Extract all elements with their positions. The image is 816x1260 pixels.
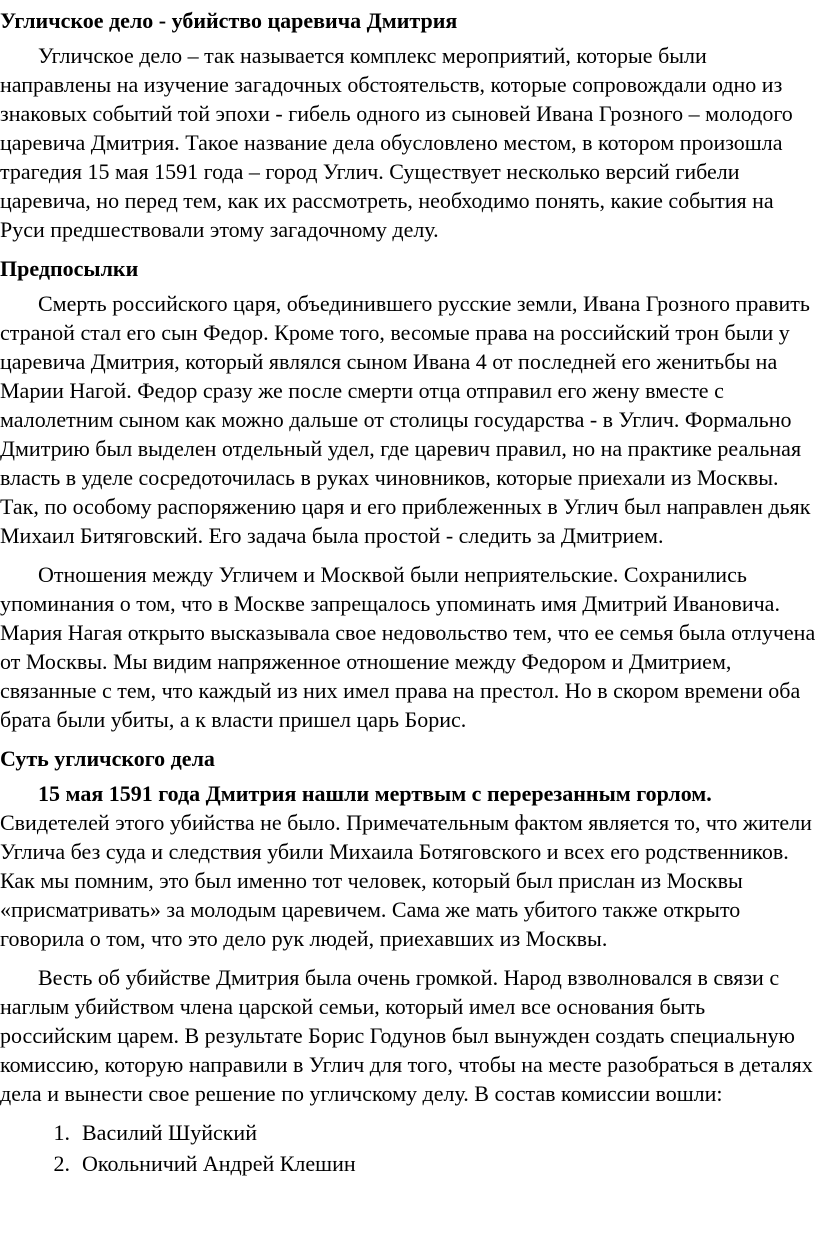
list-item xyxy=(0,1149,816,1178)
list-item-number: 2. xyxy=(53,1151,70,1176)
list-item-text: Окольничий Андрей Клешин xyxy=(82,1151,356,1176)
section-heading-essence: Суть угличского дела xyxy=(0,746,215,771)
essence-paragraph-1-rest: Свидетелей этого убийства не было. Примечательным фактом является то, что жители Углича без суда и следствия убили Михаила Ботяговского и всех его родственников. Как мы помним, это был именно тот человек, который был прислан из Москвы «присматривать» за молодым царевичем. Сама же мать убитого также открыто говорила о том, что это дело рук людей, приехавших из Москвы. xyxy=(0,810,812,951)
prerequisites-paragraph-1: Смерть российского царя, объединившего русские земли, Ивана Грозного править страной стал его сын Федор. Кроме того, весомые права на российский трон были у царевича Дмитрия, который являлся сыном Ивана 4 от последней его женитьбы на Марии Нагой. Федор сразу же после смерти отца отправил его жену вместе с малолетним сыном как можно дальше от столицы государства - в Углич. Формально Дмитрию был выделен отдельный удел, где царевич правил, но на практике реальная власть в уделе сосредоточилась в руках чиновников, которые приехали из Москвы. Так, по особому распоряжению царя и его приблеженных в Углич был направлен дьяк Михаил Битяговский. Его задача была простой - следить за Дмитрием. xyxy=(0,291,811,548)
section-heading-prerequisites: Предпосылки xyxy=(0,256,139,281)
essence-paragraph-1 xyxy=(0,779,816,953)
document-title: Угличское дело - убийство царевича Дмитрия xyxy=(0,8,458,33)
intro-paragraph: Угличское дело – так называется комплекс мероприятий, которые были направлены на изучение загадочных обстоятельств, которые сопровождали одно из знаковых событий той эпохи - гибель одного из сыновей Ивана Грозного – молодого царевича Дмитрия. Такое название дела обусловлено местом, в котором произошла трагедия 15 мая 1591 года – город Углич. Существует несколько версий гибели царевича, но перед тем, как их рассмотреть, необходимо понять, какие события на Руси предшествовали этому загадочному делу. xyxy=(0,43,793,242)
list-item-text: Василий Шуйский xyxy=(82,1120,257,1145)
essence-lead-sentence: 15 мая 1591 года Дмитрия нашли мертвым с перерезанным горлом. xyxy=(38,781,712,806)
list-item-number: 1. xyxy=(53,1120,70,1145)
prerequisites-paragraph-2: Отношения между Угличем и Москвой были неприятельские. Сохранились упоминания о том, что в Москве запрещалось упоминать имя Дмитрий Ивановича. Мария Нагая открыто высказывала свое недовольство тем, что ее семья была отлучена от Москвы. Мы видим напряженное отношение между Федором и Дмитрием, связанные с тем, что каждый из них имел права на престол. Но в скором времени оба брата были убиты, а к власти пришел царь Борис. xyxy=(0,562,816,732)
commission-members-list xyxy=(0,1118,816,1178)
essence-paragraph-2: Весть об убийстве Дмитрия была очень громкой. Народ взволновался в связи с наглым убийством члена царской семьи, который имел все основания быть российским царем. В результате Борис Годунов был вынужден создать специальную комиссию, которую направили в Углич для того, чтобы на месте разобраться в деталях дела и вынести свое решение по угличскому делу. В состав комиссии вошли: xyxy=(0,965,813,1106)
list-item xyxy=(0,1118,816,1147)
